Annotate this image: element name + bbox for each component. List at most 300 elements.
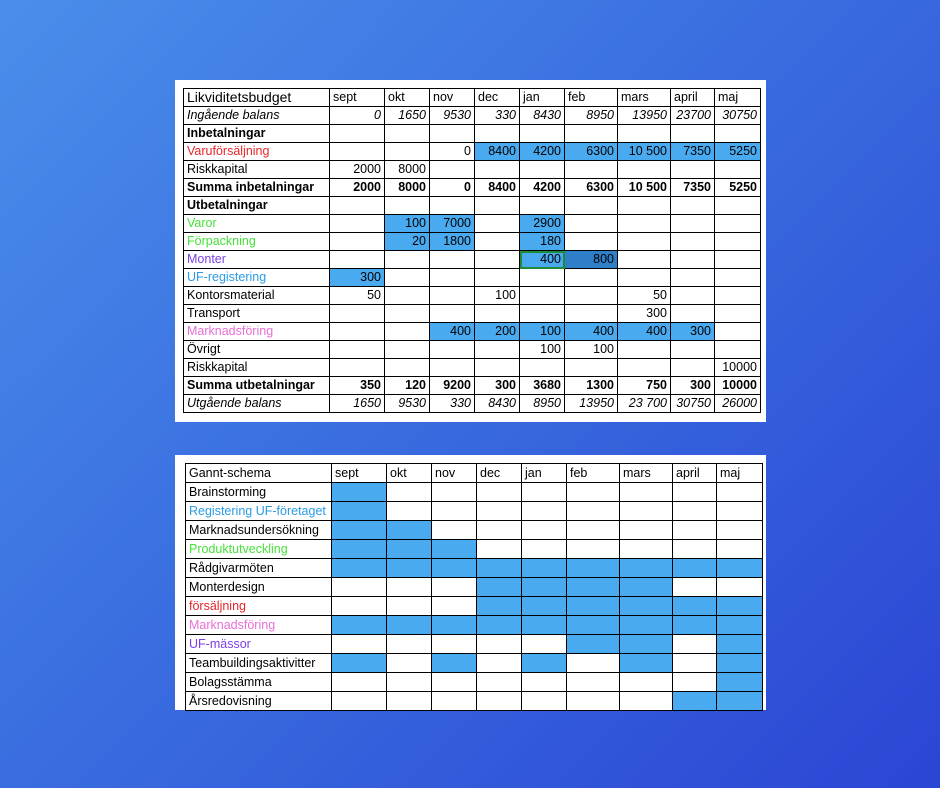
gantt-cell[interactable] (332, 692, 387, 711)
budget-cell[interactable]: 23 700 (618, 395, 671, 413)
gantt-cell[interactable] (673, 540, 717, 559)
budget-cell[interactable] (715, 197, 761, 215)
gantt-cell[interactable] (432, 616, 477, 635)
budget-cell[interactable]: 200 (475, 323, 520, 341)
gantt-task-label[interactable]: Produktutveckling (186, 540, 332, 559)
month-header-feb[interactable]: feb (565, 89, 618, 107)
budget-cell[interactable] (430, 161, 475, 179)
budget-cell[interactable] (671, 197, 715, 215)
budget-cell[interactable] (565, 305, 618, 323)
budget-cell[interactable] (430, 197, 475, 215)
budget-cell[interactable] (715, 287, 761, 305)
gantt-cell[interactable] (477, 559, 522, 578)
budget-cell[interactable]: 5250 (715, 179, 761, 197)
budget-cell[interactable] (618, 161, 671, 179)
budget-cell[interactable] (618, 233, 671, 251)
budget-cell[interactable] (671, 215, 715, 233)
budget-cell[interactable]: 23700 (671, 107, 715, 125)
budget-cell[interactable] (715, 161, 761, 179)
budget-cell[interactable]: 300 (475, 377, 520, 395)
row-label[interactable]: Monter (184, 251, 330, 269)
gantt-task-label[interactable]: UF-mässor (186, 635, 332, 654)
budget-cell[interactable] (385, 143, 430, 161)
budget-cell[interactable]: 330 (430, 395, 475, 413)
budget-cell[interactable]: 1650 (385, 107, 430, 125)
row-label[interactable]: Varor (184, 215, 330, 233)
budget-cell[interactable]: 120 (385, 377, 430, 395)
budget-cell[interactable] (671, 161, 715, 179)
gantt-cell[interactable] (477, 502, 522, 521)
row-label[interactable]: Ingående balans (184, 107, 330, 125)
gantt-cell[interactable] (567, 502, 620, 521)
budget-cell[interactable] (715, 233, 761, 251)
budget-cell[interactable] (330, 233, 385, 251)
gantt-cell[interactable] (673, 483, 717, 502)
row-label[interactable]: Inbetalningar (184, 125, 330, 143)
gantt-cell[interactable] (567, 673, 620, 692)
budget-cell[interactable]: 30750 (671, 395, 715, 413)
gantt-cell[interactable] (673, 654, 717, 673)
gantt-cell[interactable] (673, 521, 717, 540)
gantt-cell[interactable] (567, 483, 620, 502)
gantt-month-maj[interactable]: maj (717, 464, 763, 483)
budget-cell[interactable] (671, 269, 715, 287)
gantt-cell[interactable] (522, 483, 567, 502)
gantt-cell[interactable] (332, 597, 387, 616)
gantt-cell[interactable] (620, 597, 673, 616)
gantt-cell[interactable] (432, 483, 477, 502)
gantt-cell[interactable] (673, 692, 717, 711)
budget-cell[interactable] (520, 287, 565, 305)
budget-cell[interactable]: 1300 (565, 377, 618, 395)
budget-cell[interactable] (671, 305, 715, 323)
gantt-cell[interactable] (332, 616, 387, 635)
gantt-cell[interactable] (432, 559, 477, 578)
gantt-cell[interactable] (620, 692, 673, 711)
gantt-task-label[interactable]: Registering UF-företaget (186, 502, 332, 521)
gantt-cell[interactable] (522, 654, 567, 673)
month-header-okt[interactable]: okt (385, 89, 430, 107)
budget-cell[interactable] (715, 269, 761, 287)
gantt-cell[interactable] (387, 578, 432, 597)
budget-cell[interactable]: 0 (330, 107, 385, 125)
budget-cell[interactable] (475, 251, 520, 269)
gantt-cell[interactable] (332, 502, 387, 521)
budget-cell[interactable]: 50 (330, 287, 385, 305)
gantt-cell[interactable] (620, 483, 673, 502)
gantt-cell[interactable] (673, 578, 717, 597)
gantt-cell[interactable] (387, 559, 432, 578)
gantt-cell[interactable] (477, 635, 522, 654)
gantt-cell[interactable] (387, 483, 432, 502)
gantt-title[interactable]: Gannt-schema (186, 464, 332, 483)
gantt-cell[interactable] (477, 654, 522, 673)
budget-cell[interactable]: 8950 (520, 395, 565, 413)
row-label[interactable]: Marknadsföring (184, 323, 330, 341)
budget-cell[interactable] (671, 125, 715, 143)
row-label[interactable]: Riskkapital (184, 359, 330, 377)
gantt-month-jan[interactable]: jan (522, 464, 567, 483)
gantt-cell[interactable] (717, 540, 763, 559)
gantt-cell[interactable] (387, 521, 432, 540)
gantt-cell[interactable] (567, 521, 620, 540)
budget-cell[interactable] (475, 305, 520, 323)
budget-cell[interactable] (618, 215, 671, 233)
gantt-cell[interactable] (332, 521, 387, 540)
gantt-cell[interactable] (717, 597, 763, 616)
budget-cell[interactable] (475, 269, 520, 287)
gantt-cell[interactable] (567, 654, 620, 673)
budget-cell[interactable] (565, 287, 618, 305)
budget-cell[interactable]: 13950 (565, 395, 618, 413)
budget-cell[interactable] (520, 359, 565, 377)
gantt-cell[interactable] (477, 692, 522, 711)
gantt-cell[interactable] (387, 502, 432, 521)
gantt-cell[interactable] (522, 502, 567, 521)
gantt-cell[interactable] (332, 635, 387, 654)
budget-cell[interactable]: 100 (385, 215, 430, 233)
row-label[interactable]: UF-registering (184, 269, 330, 287)
budget-cell[interactable] (475, 359, 520, 377)
budget-cell[interactable] (385, 125, 430, 143)
budget-cell[interactable] (618, 197, 671, 215)
budget-cell[interactable] (330, 359, 385, 377)
budget-cell[interactable] (330, 305, 385, 323)
budget-cell[interactable]: 300 (671, 377, 715, 395)
budget-cell[interactable] (565, 215, 618, 233)
row-label[interactable]: Kontorsmaterial (184, 287, 330, 305)
budget-cell[interactable] (520, 269, 565, 287)
budget-cell[interactable] (430, 341, 475, 359)
budget-cell[interactable]: 3680 (520, 377, 565, 395)
gantt-cell[interactable] (717, 635, 763, 654)
gantt-cell[interactable] (522, 559, 567, 578)
gantt-cell[interactable] (620, 654, 673, 673)
budget-cell[interactable] (565, 359, 618, 377)
gantt-cell[interactable] (477, 578, 522, 597)
budget-cell[interactable] (565, 125, 618, 143)
budget-cell[interactable] (385, 251, 430, 269)
budget-cell[interactable]: 6300 (565, 143, 618, 161)
budget-cell[interactable] (715, 215, 761, 233)
budget-cell[interactable]: 9530 (385, 395, 430, 413)
budget-cell[interactable] (385, 197, 430, 215)
gantt-cell[interactable] (717, 559, 763, 578)
budget-cell[interactable]: 8000 (385, 179, 430, 197)
budget-cell[interactable]: 5250 (715, 143, 761, 161)
gantt-task-label[interactable]: Bolagsstämma (186, 673, 332, 692)
row-label[interactable]: Förpackning (184, 233, 330, 251)
budget-cell[interactable]: 400 (618, 323, 671, 341)
gantt-cell[interactable] (387, 540, 432, 559)
budget-cell[interactable]: 9200 (430, 377, 475, 395)
budget-cell[interactable]: 0 (430, 143, 475, 161)
budget-cell[interactable] (475, 233, 520, 251)
budget-cell[interactable]: 400 (565, 323, 618, 341)
budget-cell[interactable] (330, 215, 385, 233)
budget-title[interactable]: Likviditetsbudget (184, 89, 330, 107)
gantt-cell[interactable] (432, 597, 477, 616)
gantt-task-label[interactable]: försäljning (186, 597, 332, 616)
gantt-cell[interactable] (620, 521, 673, 540)
month-header-dec[interactable]: dec (475, 89, 520, 107)
budget-cell[interactable]: 300 (618, 305, 671, 323)
budget-cell[interactable] (330, 341, 385, 359)
budget-cell[interactable]: 1800 (430, 233, 475, 251)
row-label[interactable]: Övrigt (184, 341, 330, 359)
budget-cell[interactable] (430, 269, 475, 287)
gantt-task-label[interactable]: Brainstorming (186, 483, 332, 502)
budget-cell[interactable] (618, 341, 671, 359)
budget-cell[interactable] (430, 125, 475, 143)
budget-cell[interactable]: 10 500 (618, 179, 671, 197)
budget-cell[interactable] (430, 251, 475, 269)
month-header-sept[interactable]: sept (330, 89, 385, 107)
gantt-month-dec[interactable]: dec (477, 464, 522, 483)
gantt-cell[interactable] (387, 635, 432, 654)
row-label[interactable]: Utgående balans (184, 395, 330, 413)
budget-cell[interactable]: 4200 (520, 179, 565, 197)
month-header-mars[interactable]: mars (618, 89, 671, 107)
gantt-cell[interactable] (567, 540, 620, 559)
budget-cell[interactable]: 100 (565, 341, 618, 359)
budget-cell[interactable] (430, 287, 475, 305)
gantt-task-label[interactable]: Marknadsföring (186, 616, 332, 635)
gantt-cell[interactable] (387, 616, 432, 635)
budget-cell[interactable]: 8400 (475, 143, 520, 161)
budget-cell[interactable] (475, 341, 520, 359)
budget-cell[interactable] (671, 287, 715, 305)
gantt-cell[interactable] (620, 635, 673, 654)
budget-cell[interactable] (385, 341, 430, 359)
gantt-cell[interactable] (522, 578, 567, 597)
gantt-cell[interactable] (387, 654, 432, 673)
month-header-jan[interactable]: jan (520, 89, 565, 107)
budget-cell[interactable] (475, 215, 520, 233)
row-label[interactable]: Utbetalningar (184, 197, 330, 215)
gantt-cell[interactable] (332, 559, 387, 578)
budget-cell[interactable]: 50 (618, 287, 671, 305)
gantt-cell[interactable] (332, 673, 387, 692)
budget-cell[interactable] (430, 305, 475, 323)
budget-cell[interactable]: 7000 (430, 215, 475, 233)
budget-cell[interactable] (715, 305, 761, 323)
gantt-cell[interactable] (432, 540, 477, 559)
gantt-month-feb[interactable]: feb (567, 464, 620, 483)
budget-cell[interactable]: 400 (520, 251, 565, 269)
budget-cell[interactable]: 7350 (671, 179, 715, 197)
gantt-cell[interactable] (432, 502, 477, 521)
budget-cell[interactable] (565, 161, 618, 179)
gantt-cell[interactable] (522, 635, 567, 654)
budget-cell[interactable] (330, 251, 385, 269)
budget-cell[interactable]: 100 (520, 341, 565, 359)
budget-cell[interactable] (385, 359, 430, 377)
budget-cell[interactable] (520, 125, 565, 143)
gantt-cell[interactable] (717, 521, 763, 540)
budget-cell[interactable] (475, 125, 520, 143)
gantt-cell[interactable] (717, 692, 763, 711)
gantt-task-label[interactable]: Rådgivarmöten (186, 559, 332, 578)
budget-cell[interactable]: 8430 (520, 107, 565, 125)
budget-cell[interactable]: 30750 (715, 107, 761, 125)
budget-cell[interactable] (520, 197, 565, 215)
gantt-cell[interactable] (620, 559, 673, 578)
gantt-cell[interactable] (717, 502, 763, 521)
budget-cell[interactable] (618, 251, 671, 269)
gantt-cell[interactable] (477, 540, 522, 559)
gantt-month-nov[interactable]: nov (432, 464, 477, 483)
budget-cell[interactable] (330, 125, 385, 143)
budget-cell[interactable]: 10000 (715, 359, 761, 377)
gantt-cell[interactable] (432, 673, 477, 692)
gantt-cell[interactable] (522, 616, 567, 635)
row-label[interactable]: Varuförsäljning (184, 143, 330, 161)
budget-cell[interactable]: 1650 (330, 395, 385, 413)
gantt-cell[interactable] (522, 692, 567, 711)
row-label[interactable]: Summa inbetalningar (184, 179, 330, 197)
gantt-cell[interactable] (673, 559, 717, 578)
budget-cell[interactable] (671, 233, 715, 251)
gantt-cell[interactable] (387, 597, 432, 616)
gantt-cell[interactable] (620, 673, 673, 692)
gantt-cell[interactable] (332, 483, 387, 502)
budget-cell[interactable]: 10 500 (618, 143, 671, 161)
budget-cell[interactable] (715, 341, 761, 359)
gantt-cell[interactable] (673, 673, 717, 692)
gantt-cell[interactable] (432, 521, 477, 540)
budget-cell[interactable]: 4200 (520, 143, 565, 161)
gantt-cell[interactable] (717, 578, 763, 597)
budget-cell[interactable]: 2900 (520, 215, 565, 233)
gantt-cell[interactable] (522, 673, 567, 692)
gantt-cell[interactable] (332, 540, 387, 559)
budget-cell[interactable] (330, 143, 385, 161)
gantt-cell[interactable] (673, 597, 717, 616)
gantt-cell[interactable] (620, 502, 673, 521)
budget-cell[interactable] (385, 269, 430, 287)
gantt-cell[interactable] (432, 654, 477, 673)
gantt-cell[interactable] (477, 521, 522, 540)
gantt-cell[interactable] (567, 692, 620, 711)
gantt-cell[interactable] (477, 483, 522, 502)
row-label[interactable]: Transport (184, 305, 330, 323)
gantt-month-april[interactable]: april (673, 464, 717, 483)
gantt-task-label[interactable]: Teambuildingsaktivitter (186, 654, 332, 673)
budget-cell[interactable] (715, 125, 761, 143)
gantt-month-mars[interactable]: mars (620, 464, 673, 483)
budget-cell[interactable]: 2000 (330, 161, 385, 179)
budget-cell[interactable] (330, 197, 385, 215)
budget-cell[interactable]: 26000 (715, 395, 761, 413)
budget-cell[interactable] (565, 197, 618, 215)
gantt-cell[interactable] (567, 635, 620, 654)
month-header-nov[interactable]: nov (430, 89, 475, 107)
budget-cell[interactable]: 100 (520, 323, 565, 341)
gantt-task-label[interactable]: Årsredovisning (186, 692, 332, 711)
month-header-april[interactable]: april (671, 89, 715, 107)
budget-cell[interactable] (520, 305, 565, 323)
gantt-cell[interactable] (477, 616, 522, 635)
gantt-cell[interactable] (567, 578, 620, 597)
gantt-cell[interactable] (432, 692, 477, 711)
gantt-cell[interactable] (387, 673, 432, 692)
gantt-cell[interactable] (673, 635, 717, 654)
budget-cell[interactable] (330, 323, 385, 341)
budget-cell[interactable]: 8000 (385, 161, 430, 179)
gantt-cell[interactable] (567, 616, 620, 635)
gantt-cell[interactable] (567, 597, 620, 616)
budget-cell[interactable] (618, 359, 671, 377)
budget-cell[interactable]: 6300 (565, 179, 618, 197)
budget-cell[interactable]: 13950 (618, 107, 671, 125)
budget-cell[interactable] (385, 305, 430, 323)
gantt-task-label[interactable]: Marknadsundersökning (186, 521, 332, 540)
budget-cell[interactable] (671, 341, 715, 359)
row-label[interactable]: Riskkapital (184, 161, 330, 179)
budget-cell[interactable] (715, 323, 761, 341)
gantt-month-okt[interactable]: okt (387, 464, 432, 483)
budget-cell[interactable] (385, 287, 430, 305)
budget-cell[interactable]: 400 (430, 323, 475, 341)
budget-cell[interactable]: 750 (618, 377, 671, 395)
budget-cell[interactable] (618, 125, 671, 143)
budget-cell[interactable]: 300 (671, 323, 715, 341)
budget-cell[interactable]: 180 (520, 233, 565, 251)
gantt-cell[interactable] (673, 616, 717, 635)
budget-cell[interactable]: 800 (565, 251, 618, 269)
budget-cell[interactable]: 7350 (671, 143, 715, 161)
budget-cell[interactable]: 8430 (475, 395, 520, 413)
budget-cell[interactable] (475, 161, 520, 179)
gantt-cell[interactable] (717, 483, 763, 502)
budget-cell[interactable] (475, 197, 520, 215)
budget-cell[interactable] (520, 161, 565, 179)
budget-cell[interactable] (565, 233, 618, 251)
gantt-cell[interactable] (332, 654, 387, 673)
gantt-cell[interactable] (673, 502, 717, 521)
budget-cell[interactable] (430, 359, 475, 377)
budget-cell[interactable] (618, 269, 671, 287)
gantt-cell[interactable] (717, 654, 763, 673)
gantt-cell[interactable] (477, 597, 522, 616)
gantt-cell[interactable] (522, 521, 567, 540)
gantt-cell[interactable] (387, 692, 432, 711)
gantt-cell[interactable] (432, 635, 477, 654)
gantt-cell[interactable] (717, 616, 763, 635)
gantt-cell[interactable] (522, 597, 567, 616)
budget-cell[interactable]: 9530 (430, 107, 475, 125)
budget-cell[interactable] (671, 251, 715, 269)
gantt-cell[interactable] (717, 673, 763, 692)
budget-cell[interactable] (671, 359, 715, 377)
budget-cell[interactable] (565, 269, 618, 287)
gantt-month-sept[interactable]: sept (332, 464, 387, 483)
row-label[interactable]: Summa utbetalningar (184, 377, 330, 395)
budget-cell[interactable]: 10000 (715, 377, 761, 395)
budget-cell[interactable]: 2000 (330, 179, 385, 197)
gantt-cell[interactable] (567, 559, 620, 578)
gantt-cell[interactable] (620, 616, 673, 635)
gantt-cell[interactable] (620, 578, 673, 597)
gantt-cell[interactable] (432, 578, 477, 597)
budget-cell[interactable]: 20 (385, 233, 430, 251)
budget-cell[interactable] (385, 323, 430, 341)
gantt-cell[interactable] (522, 540, 567, 559)
budget-cell[interactable]: 8950 (565, 107, 618, 125)
budget-cell[interactable]: 350 (330, 377, 385, 395)
budget-cell[interactable]: 8400 (475, 179, 520, 197)
